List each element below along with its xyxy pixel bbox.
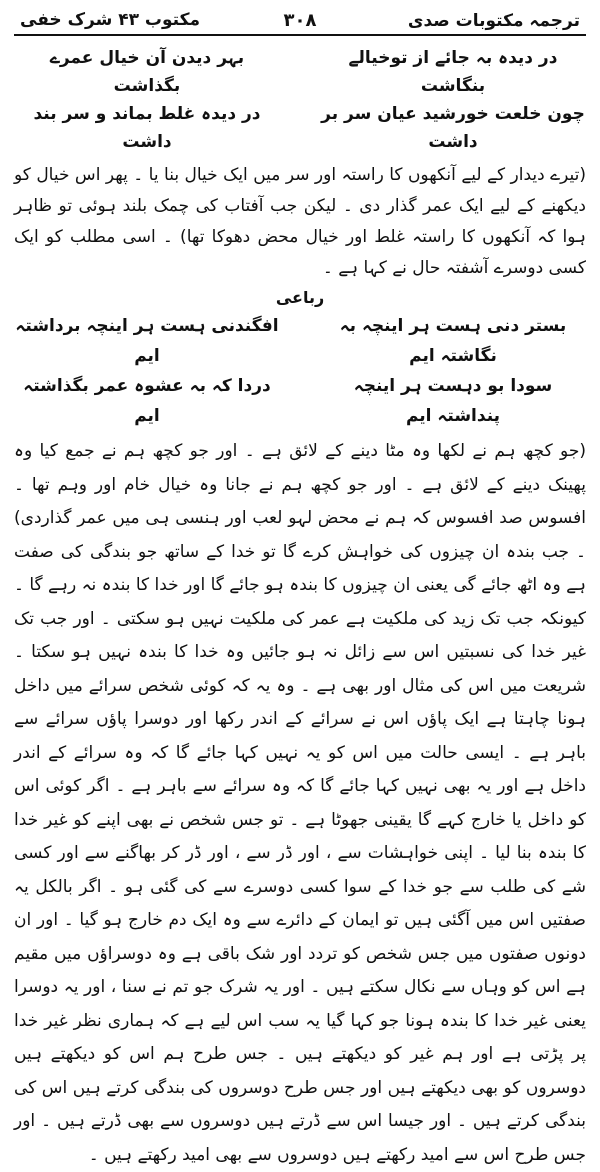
verse-line: چون خلعت خورشید عیان سر بر داشت [321, 104, 585, 152]
page-number: ۳۰۸ [283, 9, 317, 31]
rubai-label: رباعی [275, 288, 325, 307]
verse-line: در دیدہ بہ جائے از توخیالے بنگاشت [348, 48, 558, 96]
section-title: مکتوب ۴۳ شرک خفی [20, 10, 201, 30]
verse-line: در دیدہ غلط بماند و سر بند داشت [33, 104, 261, 152]
verse-line: سودا بو دہست ہر اینچہ پنداشتہ ایم [353, 376, 553, 426]
body-paragraph: (جو کچھ ہم نے لکھا وہ مٹا دینے کے لائق ہے ۔ اور جو کچھ ہم نے جمع کیا وہ پھینک دینے کے لائق ہے ۔ اور جو کچھ ہم نے جانا وہ خیال خام اور وہم تھا ۔ افسوس صد افسوس کہ ہم نے محض لہو لعب اور ہنسی ہی میں عمر گذاردی) ۔ جب بندہ ان چیزوں کی خواہش کرے گا تو خدا کے ساتھ جو بندگی کی صفت ہے وہ اٹھ جائے گی یعنی ان چیزوں کا بندہ ہو جائے گا اور خدا کا بندہ نہ رہے گا ۔ کیونکہ جب تک زید کی ملکیت ہے عمر کی ملکیت نہیں ہو سکتی ۔ اور جب تک غیر خدا کی نسبتیں اس سے زائل نہ ہو جائیں وہ خدا کا بندہ نہیں ہو سکتا ۔ شریعت میں اس کی مثال اور بھی ہے ۔ وہ یہ کہ کوئی شخص سرائے میں داخل ہونا چاہتا ہے ایک پاؤں اس نے سرائے کے اندر رکھا اور دوسرا پاؤں سرائے سے باہر ہے ۔ ایسی حالت میں اس کو یہ نہیں کہا جائے گا کہ وہ سرائے کے اندر داخل ہے اور یہ بھی نہیں کہا جائے گا کہ وہ سرائے سے باہر ہے ۔ اگر کوئی اس کو داخل یا خارج کہے گا یقینی جھوٹا ہے ۔ تو جس شخص نے بھی اپنے کو غیر خدا کا بندہ بنا لیا ۔ اپنی خواہشات سے ، اور ڈر سے ، اور ڈر کر بھاگنے سے اور کسی شے کی طلب سے جو خدا کے سوا کسی دوسرے سے کی گئی ہو ۔ اگر بالکل یہ صفتیں اس میں آگئی ہیں تو ایمان کے دائرے سے وہ ایک دم خارج ہو گیا ۔ اور ان دونوں صفتوں میں جس شخص کو تردد اور شک باقی ہے وہ دوسراؤں میں مقیم ہے اس کو وہاں سے نکال سکتے ہیں ۔ اور یہ شرک جو تم نے سنا ، اور یہ دوسرا یعنی غیر خدا کا بندہ ہونا جو کہا گیا یہ سب اس لیے ہے کہ ہماری نظر غیر خدا پر پڑتی ہے اور ہم غیر کو دیکھتے ہیں ۔ جس طرح ہم اس کو دیکھتے ہیں دوسروں کو بھی دیکھتے ہیں اور جس طرح دوسروں کی بندگی کرتے ہیں اس کی بندگی کرتے ہیں ۔ اور جیسا اس سے ڈرتے ہیں دوسروں سے بھی ڈرتے ہیں ۔ اور جس طرح اس سے امید رکھتے ہیں دوسروں سے بھی امید رکھتے ہیں ۔ [14, 441, 586, 1165]
book-title: ترجمہ مکتوبات صدی [407, 10, 580, 31]
couplet [14, 44, 586, 100]
couplet [14, 100, 586, 156]
verse-line: افگندنی ہست ہر اینچہ برداشتہ ایم [15, 316, 279, 366]
persian-couplets [14, 44, 586, 156]
rubai-quatrain [14, 311, 586, 431]
verse-line: بستر دنی ہست ہر اینچہ بہ نگاشتہ ایم [339, 316, 567, 366]
verse-line: بہر دیدن آن خیال عمرے بگذاشت [49, 48, 245, 96]
page-header [14, 6, 586, 36]
translation-paragraph: (تیرے دیدار کے لیے آنکھوں کا راستہ اور سر میں ایک خیال بنا یا ۔ پھر اس خیال کو دیکھنے کے لیے ایک عمر گذار دی ۔ لیکن جب آفتاب کی چمک بلند ہوئی تو ظاہر ہوا کہ آنکھوں کا راستہ غلط اور خیال محض دھوکا تھا) ۔ اسی مطلب کو ایک کسی دوسرے آشفتہ حال نے کہا ہے ۔ [14, 165, 586, 278]
verse-line: دردا کہ بہ عشوہ عمر بگذاشتہ ایم [23, 376, 271, 426]
